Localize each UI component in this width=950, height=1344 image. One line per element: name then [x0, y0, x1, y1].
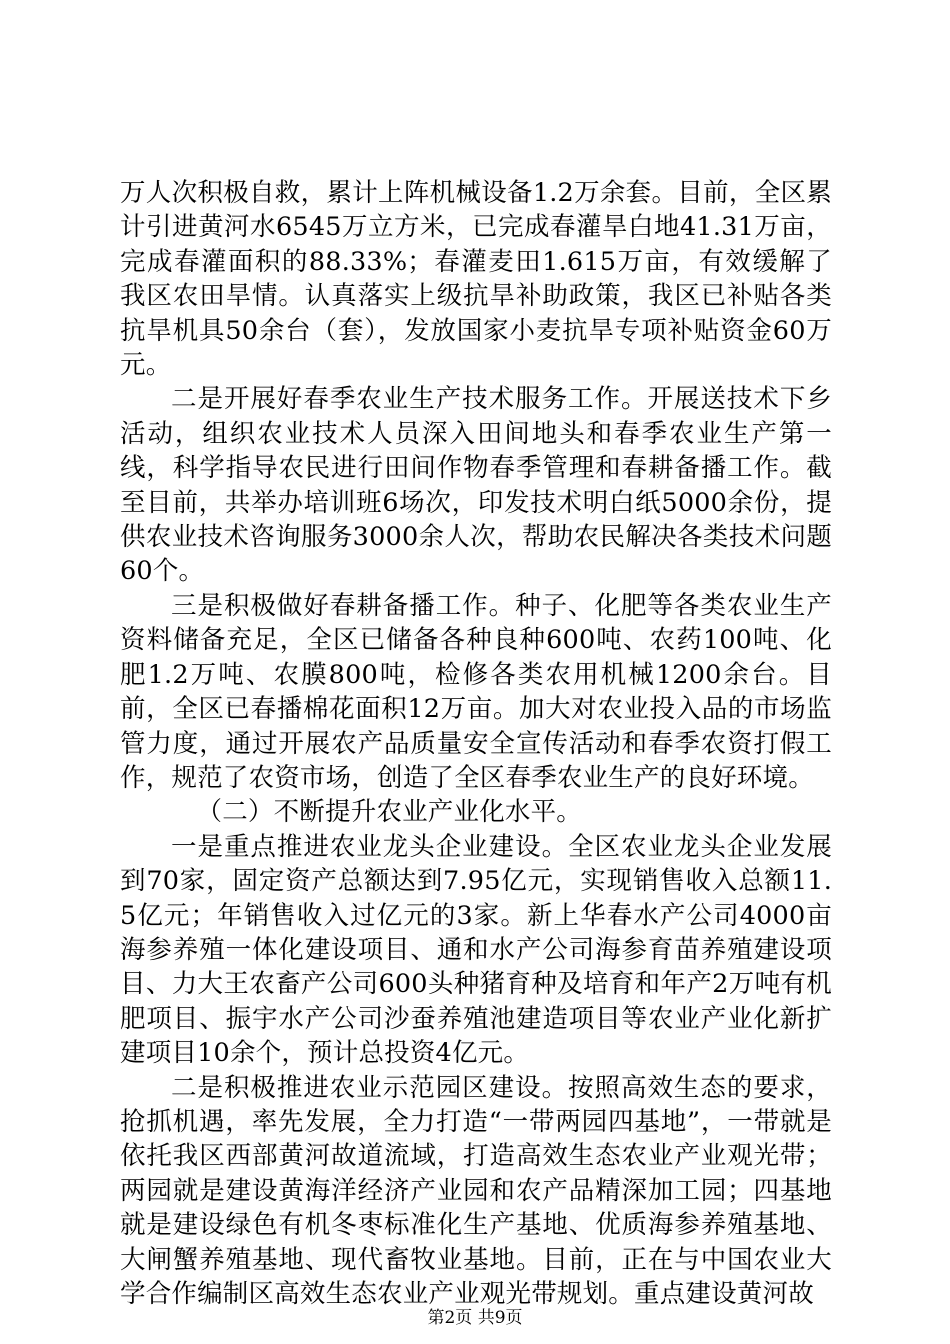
- paragraph-demonstration-parks: 二是积极推进农业示范园区建设。按照高效生态的要求，抢抓机遇，率先发展，全力打造“一带两园四基地”，一带就是依托我区西部黄河故道流域，打造高效生态农业产业观光带；两园就是建设黄海洋经济产业园和农产品精深加工园；四基地就是建设绿色有机冬枣标准化生产基地、优质海参养殖基地、大闸蟹养殖基地、现代畜牧业基地。目前，正在与中国农业大学合作编制区高效生态农业产业观光带规划。重点建设黄河故: [120, 1072, 832, 1309]
- section-heading-industrialization: （二）不断提升农业产业化水平。: [196, 797, 583, 828]
- paragraph-tech-service: 二是开展好春季农业生产技术服务工作。开展送技术下乡活动，组织农业技术人员深入田间地头和春季农业生产第一线，科学指导农民进行田间作物春季管理和春耕备播工作。截至目前，共举办培训班6场次，印发技术明白纸5000余份，提供农业技术咨询服务3000余人次，帮助农民解决各类技术问题60个。: [120, 384, 832, 587]
- page-footer: 第2页 共9页: [427, 1308, 523, 1328]
- paragraph-spring-sowing: 三是积极做好春耕备播工作。种子、化肥等各类农业生产资料储备充足，全区已储备各种良种600吨、农药100吨、化肥1.2万吨、农膜800吨，检修各类农用机械1200余台。目前，全区已春播棉花面积12万亩。加大对农业投入品的市场监管力度，通过开展农产品质量安全宣传活动和春季农资打假工作，规范了农资市场，创造了全区春季农业生产的良好环境。: [120, 590, 832, 793]
- paragraph-drought-relief: 万人次积极自救，累计上阵机械设备1.2万余套。目前，全区累计引进黄河水6545万立方米，已完成春灌旱白地41.31万亩，完成春灌面积的88.33%；春灌麦田1.615万亩，有效缓解了我区农田旱情。认真落实上级抗旱补助政策，我区已补贴各类抗旱机具50余台（套），发放国家小麦抗旱专项补贴资金60万元。: [120, 178, 832, 381]
- paragraph-leading-enterprises: 一是重点推进农业龙头企业建设。全区农业龙头企业发展到70家，固定资产总额达到7.95亿元，实现销售收入总额11.5亿元；年销售收入过亿元的3家。新上华春水产公司4000亩海参养殖一体化建设项目、通和水产公司海参育苗养殖建设项目、力大王农畜产公司600头种猪育种及培育和年产2万吨有机肥项目、振宇水产公司沙蚕养殖池建造项目等农业产业化新扩建项目10余个，预计总投资4亿元。: [120, 831, 832, 1069]
- document-body: [120, 176, 832, 1311]
